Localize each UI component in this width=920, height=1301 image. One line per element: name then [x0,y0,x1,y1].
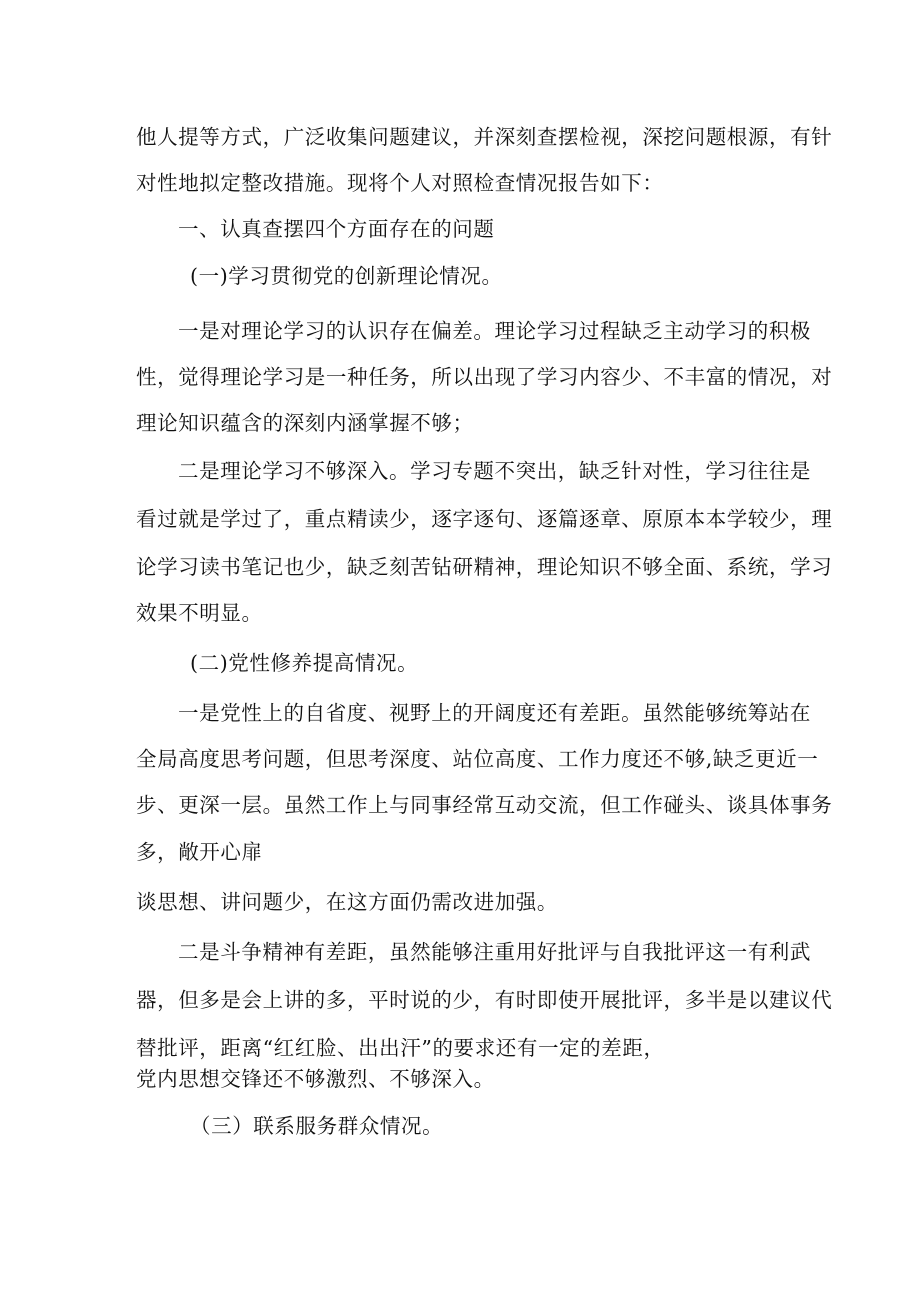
text-line: 谈思想、讲问题少，在这方面仍需改进加强。 [136,890,558,914]
text-line: 性，觉得理论学习是一种任务，所以出现了学习内容少、不丰富的情况，对 [136,365,833,389]
subsection-heading: （三）联系服务群众情况。 [190,1114,444,1138]
text-line: 步、更深一层。虽然工作上与同事经常互动交流，但工作碰头、谈具体事务 [136,793,833,817]
section-heading: 一、认真查摆四个方面存在的问题 [178,217,495,241]
text-line: 对性地拟定整改措施。现将个人对照检查情况报告如下： [136,171,664,195]
subsection-heading: (二)党性修养提高情况。 [190,651,419,675]
text-line: 器，但多是会上讲的多，平时说的少，有时即使开展批评，多半是以建议代 [136,988,833,1012]
text-line: 一是对理论学习的认识存在偏差。理论学习过程缺乏主动学习的积极 [178,319,811,343]
text-line: 替批评，距离“红红脸、出出汗”的要求还有一定的差距， [136,1036,665,1060]
text-line: 二是理论学习不够深入。学习专题不突出，缺乏针对性，学习往往是 [178,459,811,483]
text-line: 论学习读书笔记也少，缺乏刻苦钻研精神，理论知识不够全面、系统，学习 [136,555,833,579]
text-line: 二是斗争精神有差距，虽然能够注重用好批评与自我批评这一有利武 [178,940,811,964]
text-line: 看过就是学过了，重点精读少，逐字逐句、逐篇逐章、原原本本学较少，理 [136,507,833,531]
subsection-heading: (一)学习贯彻党的创新理论情况。 [190,264,503,288]
text-line: 多，敞开心扉 [136,840,263,864]
text-line: 党内思想交锋还不够激烈、不够深入。 [136,1067,495,1091]
text-line: 效果不明显。 [136,601,263,625]
text-line: 一是党性上的自省度、视野上的开阔度还有差距。虽然能够统筹站在 [178,701,811,725]
text-line: 理论知识蕴含的深刻内涵掌握不够； [136,411,474,435]
text-line: 全局高度思考问题，但思考深度、站位高度、工作力度还不够,缺乏更近一 [136,747,819,771]
text-line: 他人提等方式，广泛收集问题建议，并深刻查摆检视，深挖问题根源，有针 [136,125,833,149]
